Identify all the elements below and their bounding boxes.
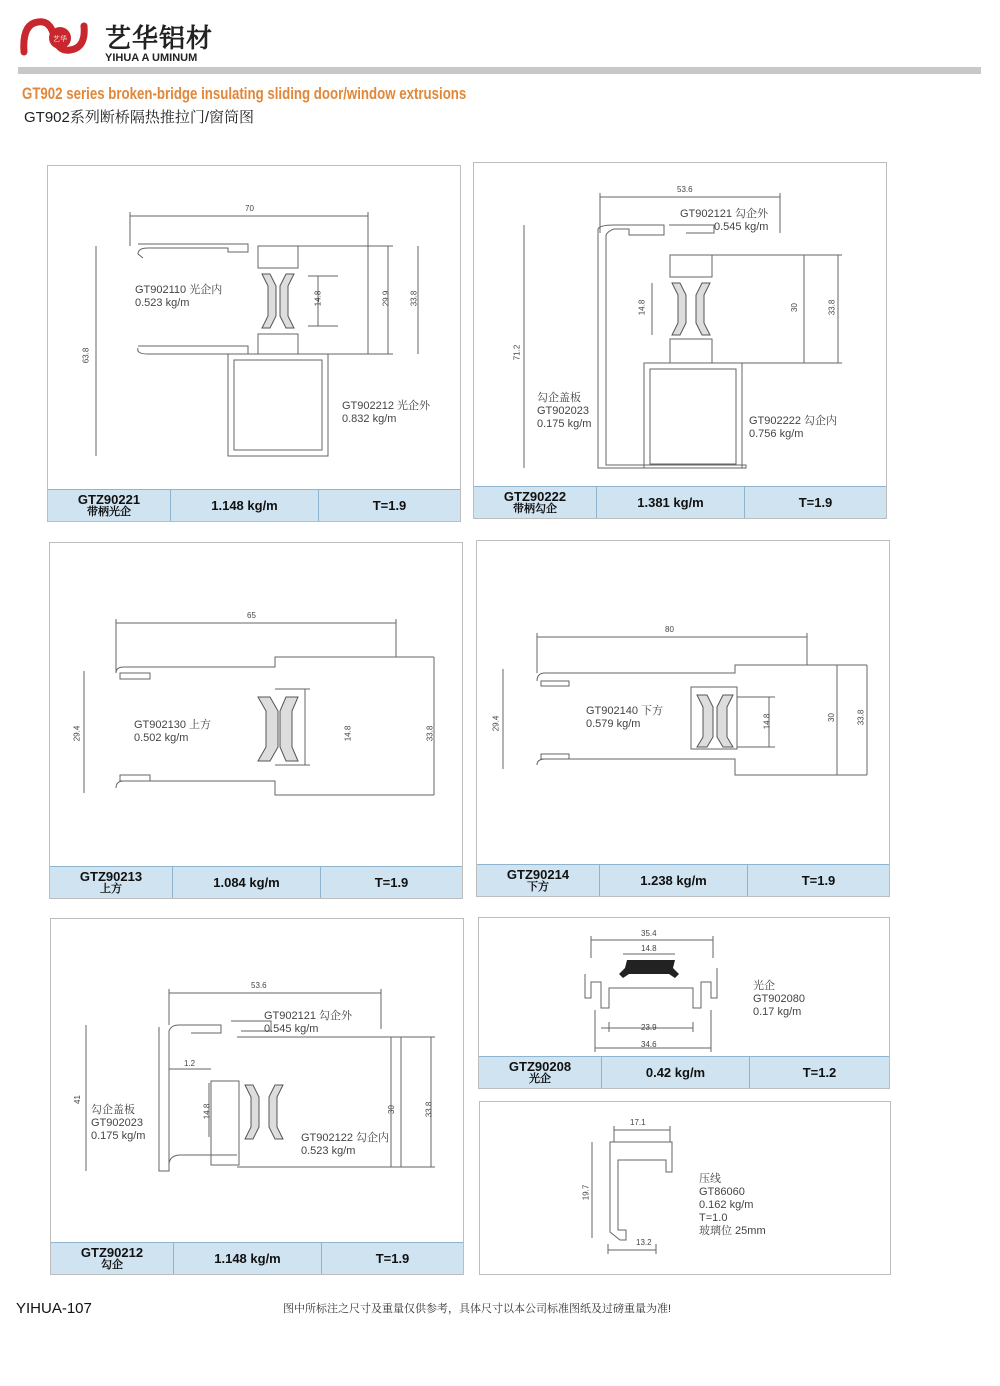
logo-seal-text: 艺华 <box>53 35 67 43</box>
dim-top: 35.4 <box>641 929 657 938</box>
dim-mid: 29.9 <box>381 290 391 307</box>
spec-bar <box>477 864 889 896</box>
dim-left: 29.4 <box>491 715 501 732</box>
spec-name: 下方 <box>527 880 549 893</box>
dim-mid: 30 <box>386 1105 396 1114</box>
dim-bridge: 14.8 <box>202 1103 212 1120</box>
part-weight: 0.175 kg/m <box>537 418 592 430</box>
header-divider <box>18 67 981 74</box>
part-label <box>749 415 837 441</box>
part-name: 勾企盖板 <box>537 392 581 404</box>
profile-panel-gtz90208 <box>478 917 890 1089</box>
spec-code: GTZ90214 <box>506 866 570 882</box>
part-thickness: T=1.0 <box>699 1212 728 1224</box>
spec-bar <box>50 866 462 898</box>
spec-thickness: T=1.9 <box>801 872 836 888</box>
dim-right: 33.8 <box>827 299 837 316</box>
dim-bottom: 13.2 <box>636 1238 652 1247</box>
part-name: 压线 <box>699 1173 721 1185</box>
part-code: GT902122 勾企内 <box>301 1132 390 1144</box>
dim-small: 1.2 <box>184 1059 196 1068</box>
dim-right: 33.8 <box>409 290 419 307</box>
dim-bottom1: 23.9 <box>641 1023 657 1032</box>
spec-code-cell <box>477 865 600 896</box>
dim-width: 70 <box>245 204 254 213</box>
dim-right: 33.8 <box>425 725 435 742</box>
profile-drawing <box>477 541 889 866</box>
part-label <box>134 719 211 745</box>
spec-code: GTZ90221 <box>77 491 141 507</box>
footer-note: 图中所标注之尺寸及重量仅供参考，具体尺寸以本公司标准图纸及过磅重量为准! <box>283 1303 672 1315</box>
profile-panel-gtz90214 <box>476 540 890 897</box>
part-label <box>135 284 222 310</box>
company-logo <box>20 12 280 67</box>
part-code: GT86060 <box>699 1186 745 1198</box>
spec-name: 光企 <box>529 1072 551 1085</box>
spec-thickness: T=1.9 <box>798 494 833 510</box>
spec-thickness: T=1.2 <box>802 1064 837 1080</box>
dim-left: 41 <box>72 1095 82 1104</box>
dim-width: 53.6 <box>251 981 267 990</box>
spec-bar <box>479 1056 889 1088</box>
spec-name: 带柄勾企 <box>513 502 557 515</box>
glass-position: 玻璃位 25mm <box>699 1225 766 1237</box>
part-label <box>537 392 591 431</box>
part-label <box>301 1132 389 1158</box>
profile-panel-gtz90221 <box>47 165 461 522</box>
dim-left: 63.8 <box>81 347 91 364</box>
spec-code: GTZ90208 <box>508 1058 572 1074</box>
dim-width: 80 <box>665 625 674 634</box>
spec-weight: 1.238 kg/m <box>600 865 748 896</box>
part-weight: 0.162 kg/m <box>699 1199 754 1211</box>
dim-left: 29.4 <box>72 725 82 742</box>
spec-weight: 1.381 kg/m <box>597 487 745 518</box>
part-weight: 0.523 kg/m <box>301 1145 356 1157</box>
brand-name-cn: 艺华铝材 <box>105 23 214 53</box>
spec-thickness: T=1.9 <box>374 874 409 890</box>
logo-mark-icon <box>20 12 100 62</box>
spec-code-cell <box>48 490 171 521</box>
spec-weight: 1.084 kg/m <box>173 867 321 898</box>
dim-bridge: 14.8 <box>343 725 353 742</box>
dim-bridge: 14.8 <box>637 299 647 316</box>
dim-top2: 14.8 <box>641 944 657 953</box>
part-weight: 0.545 kg/m <box>714 221 769 233</box>
spec-code: GTZ90222 <box>503 488 567 504</box>
part-weight: 0.545 kg/m <box>264 1023 319 1035</box>
part-name: 勾企盖板 <box>91 1104 135 1116</box>
spec-code-cell <box>479 1057 602 1088</box>
part-label <box>264 1010 352 1036</box>
profile-panel-gtz90222 <box>473 162 887 519</box>
part-weight: 0.17 kg/m <box>753 1006 802 1018</box>
part-code: GT902023 <box>91 1117 143 1129</box>
profile-drawing <box>51 919 463 1244</box>
part-code: GT902130 上方 <box>134 719 212 731</box>
profile-panel-gt86060 <box>479 1101 891 1275</box>
spec-code: GTZ90212 <box>80 1244 144 1260</box>
part-code: GT902212 光企外 <box>342 400 431 412</box>
spec-code-cell <box>51 1243 174 1274</box>
spec-weight: 0.42 kg/m <box>602 1057 750 1088</box>
part-code: GT902110 光企内 <box>135 284 223 296</box>
part-code: GT902222 勾企内 <box>749 415 838 427</box>
dim-mid: 30 <box>826 713 836 722</box>
part-code: GT902080 <box>753 993 805 1005</box>
spec-bar <box>48 489 460 521</box>
spec-bar <box>51 1242 463 1274</box>
profile-drawing <box>479 918 889 1058</box>
page-number: YIHUA-107 <box>16 1300 92 1317</box>
part-weight: 0.175 kg/m <box>91 1130 146 1142</box>
part-label <box>699 1173 766 1238</box>
dim-bridge: 14.8 <box>313 290 323 307</box>
part-weight: 0.502 kg/m <box>134 732 189 744</box>
dim-width: 53.6 <box>677 185 693 194</box>
spec-code-cell <box>474 487 597 518</box>
part-code: GT902023 <box>537 405 589 417</box>
profile-drawing <box>50 543 462 868</box>
part-weight: 0.756 kg/m <box>749 428 804 440</box>
part-code: GT902121 勾企外 <box>264 1010 353 1022</box>
part-weight: 0.523 kg/m <box>135 297 190 309</box>
dim-top: 17.1 <box>630 1118 646 1127</box>
dim-right: 33.8 <box>856 709 866 726</box>
spec-weight: 1.148 kg/m <box>174 1243 322 1274</box>
spec-code-cell <box>50 867 173 898</box>
brand-name-en: YIHUA A UMINUM <box>105 52 198 64</box>
part-code: GT902121 勾企外 <box>680 208 769 220</box>
profile-drawing <box>48 166 460 491</box>
part-name: 光企 <box>753 980 775 992</box>
part-code: GT902140 下方 <box>586 705 664 717</box>
dim-bottom2: 34.6 <box>641 1040 657 1049</box>
dim-mid: 30 <box>789 303 799 312</box>
dim-width: 65 <box>247 611 256 620</box>
dim-right: 33.8 <box>424 1101 434 1118</box>
part-label <box>342 400 430 426</box>
spec-name: 上方 <box>100 882 122 895</box>
page-title-cn: GT902系列断桥隔热推拉门/窗筒图 <box>24 109 255 126</box>
profile-panel-gtz90213 <box>49 542 463 899</box>
spec-thickness: T=1.9 <box>375 1250 410 1266</box>
spec-name: 带柄光企 <box>87 505 131 518</box>
spec-code: GTZ90213 <box>79 868 143 884</box>
part-label <box>753 980 805 1019</box>
spec-name: 勾企 <box>101 1258 123 1271</box>
dim-bridge: 14.8 <box>762 713 772 730</box>
part-label <box>680 208 768 234</box>
part-weight: 0.579 kg/m <box>586 718 641 730</box>
part-label <box>91 1104 145 1143</box>
spec-weight: 1.148 kg/m <box>171 490 319 521</box>
part-label <box>586 705 663 731</box>
spec-bar <box>474 486 886 518</box>
dim-left: 71.2 <box>512 344 522 361</box>
profile-panel-gtz90212 <box>50 918 464 1275</box>
dim-left: 19.7 <box>581 1184 591 1201</box>
profile-drawing <box>480 1102 890 1274</box>
spec-thickness: T=1.9 <box>372 497 407 513</box>
part-weight: 0.832 kg/m <box>342 413 397 425</box>
page-title-en: GT902 series broken-bridge insulating sliding door/window extrusions <box>22 84 467 103</box>
